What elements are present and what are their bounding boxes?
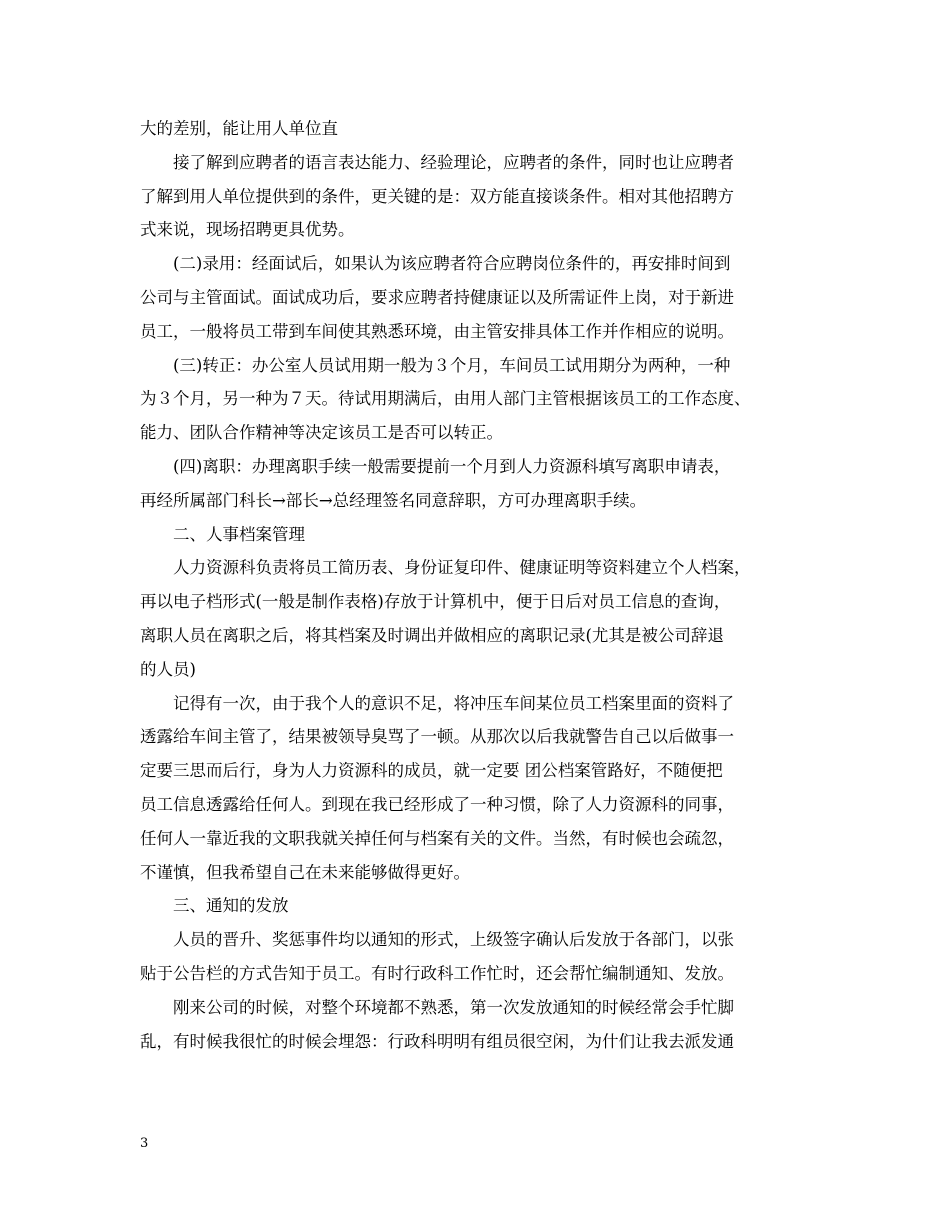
text-line: 三、通知的发放 <box>173 896 289 916</box>
text-line: 的人员) <box>140 659 196 679</box>
text-line: 大的差别，能让用人单位直 <box>140 119 338 138</box>
text-line: 乱，有时候我很忙的时候会埋怨：行政科明明有组员很空闲，为什们让我去派发通 <box>140 1031 734 1051</box>
text-line: 透露给车间主管了，结果被领导臭骂了一顿。从那次以后我就警告自己以后做事一 <box>140 727 734 747</box>
text-line: 员工信息透露给任何人。到现在我已经形成了一种习惯，除了人力资源科的同事， <box>140 794 734 814</box>
text-line: 再以电子档形式(一般是制作表格)存放于计算机中，便于日后对员工信息的查询， <box>140 592 731 612</box>
text-line: 人员的晋升、奖惩事件均以通知的形式，上级签字确认后发放于各部门，以张 <box>173 930 734 950</box>
text-line: 式来说，现场招聘更具优势。 <box>140 220 355 240</box>
text-line: 贴于公告栏的方式告知于员工。有时行政科工作忙时，还会帮忙编制通知、发放。 <box>140 963 734 983</box>
text-line: 记得有一次，由于我个人的意识不足，将冲压车间某位员工档案里面的资料了 <box>173 693 734 713</box>
body-text <box>140 112 830 1058</box>
text-line: (四)离职：办理离职手续一般需要提前一个月到人力资源科填写离职申请表， <box>173 456 731 476</box>
text-line: 接了解到应聘者的语言表达能力、经验理论，应聘者的条件，同时也让应聘者 <box>173 152 734 172</box>
text-line: 为３个月，另一种为７天。待试用期满后，由用人部门主管根据该员工的工作态度、 <box>140 389 751 409</box>
text-line: 人力资源科负责将员工简历表、身份证复印件、健康证明等资料建立个人档案， <box>173 558 751 578</box>
text-line: 再经所属部门科长→部长→总经理签名同意辞职，方可办理离职手续。 <box>140 490 647 510</box>
text-line: 任何人一靠近我的文职我就关掉任何与档案有关的文件。当然，有时候也会疏忽， <box>140 828 734 848</box>
text-line: (二)录用：经面试后，如果认为该应聘者符合应聘岗位条件的，再安排时间到 <box>173 254 731 274</box>
text-line: 刚来公司的时候，对整个环境都不熟悉，第一次发放通知的时候经常会手忙脚 <box>173 997 734 1017</box>
page-number: 3 <box>140 1136 149 1151</box>
text-line: 能力、团队合作精神等决定该员工是否可以转正。 <box>140 423 503 443</box>
text-line: 二、人事档案管理 <box>173 524 305 544</box>
text-line: 公司与主管面试。面试成功后，要求应聘者持健康证以及所需证件上岗，对于新进 <box>140 287 734 307</box>
text-line: 了解到用人单位提供到的条件，更关键的是：双方能直接谈条件。相对其他招聘方 <box>140 186 734 206</box>
text-line: 离职人员在离职之后，将其档案及时调出并做相应的离职记录(尤其是被公司辞退 <box>140 625 724 645</box>
text-line: 定要三思而后行，身为人力资源科的成员，就一定要 团公档案管路好，不随便把 <box>140 761 723 781</box>
text-line: 员工，一般将员工带到车间使其熟悉环境，由主管安排具体工作并作相应的说明。 <box>140 321 734 341</box>
text-line: (三)转正：办公室人员试用期一般为３个月，车间员工试用期分为两种，一种 <box>173 355 731 375</box>
text-line: 不谨慎，但我希望自己在未来能够做得更好。 <box>140 862 470 882</box>
